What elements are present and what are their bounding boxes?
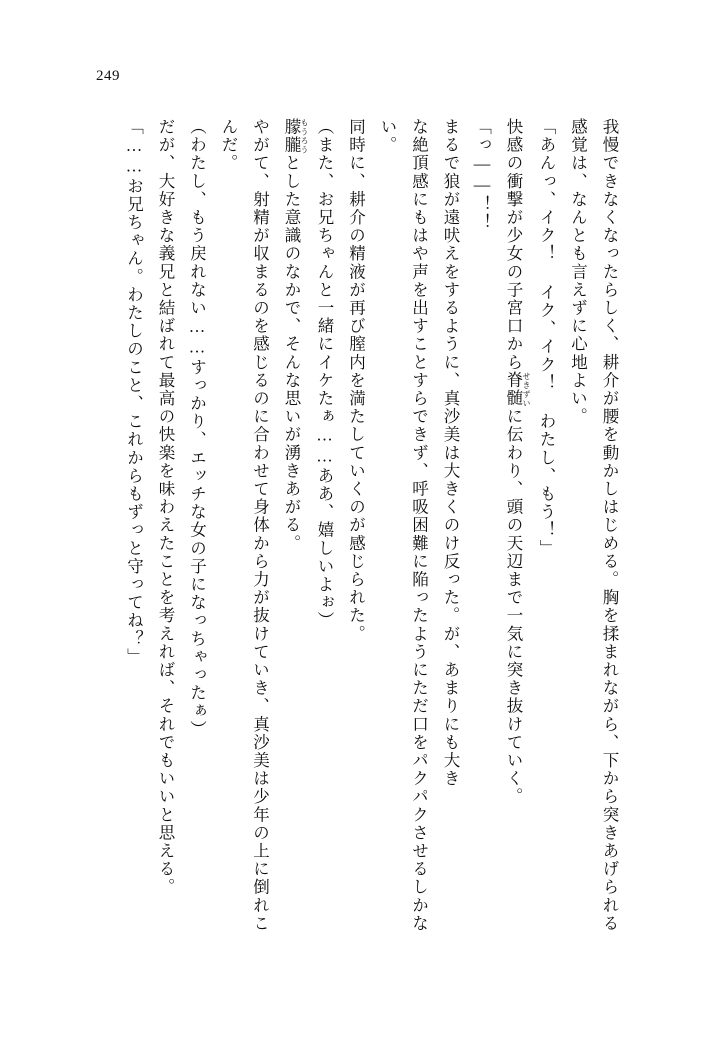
paragraph: 快感の衝撃が少女の子宮口から脊髄 せきずいに伝わり、頭の天辺まで一気に突き抜けていく。 [504,118,531,806]
paragraph: 「あんっ、イク！ イク、イク！ わたし、もう！」 [537,118,556,558]
paragraph: （また、お兄ちゃんと一緒にイケたぁ……ああ、嬉しいよぉ） [315,118,334,630]
ruby-reading: もうろう [300,118,309,155]
page-number: 249 [96,68,120,84]
paragraph: 「っ――！！ [472,118,492,232]
paragraph: だが、大好きな義兄と結ばれて最高の快楽を味わえたことを考えれば、それでもいいと思える。 [156,118,175,897]
ruby-annotation: 脊髄 せきずい [504,371,531,408]
paragraph: な絶頂感にもはや声を出すことすらできず、呼吸困難に陥ったようにただ口をパクパクさせるしかない。 [378,118,429,933]
paragraph: まるで狼が遠吠えをするように、真沙美は大きくのけ反った。が、あまりにも大き [441,118,460,788]
paragraph: （わたし、もう戻れない……すっかり、エッチな女の子になっちゃったぁ） [187,118,207,739]
paragraph: 我慢できなくなったらしく、耕介が腰を動かしはじめる。胸を揉まれながら、下から突きあげられる感覚は、なんとも言えずに心地よい。 [568,118,619,933]
paragraph: 同時に、耕介の精液が再び膣内を満たしていくのが感じられた。 [346,118,366,643]
page-body-text [85,118,625,948]
paragraph: 「……お兄ちゃん。わたしのこと、これからもずっと守ってね？」 [124,118,144,666]
ruby-annotation: 朦朧 もうろう [282,118,309,155]
paragraph: 朦朧 もうろうとした意識のなかで、そんな思いが湧きあがる。 [282,118,309,553]
ruby-reading: せきずい [522,371,531,408]
paragraph: やがて、射精が収まるのを感じるのに合わせて身体から力が抜けていき、真沙美は少年の上に倒れこんだ。 [219,118,270,933]
